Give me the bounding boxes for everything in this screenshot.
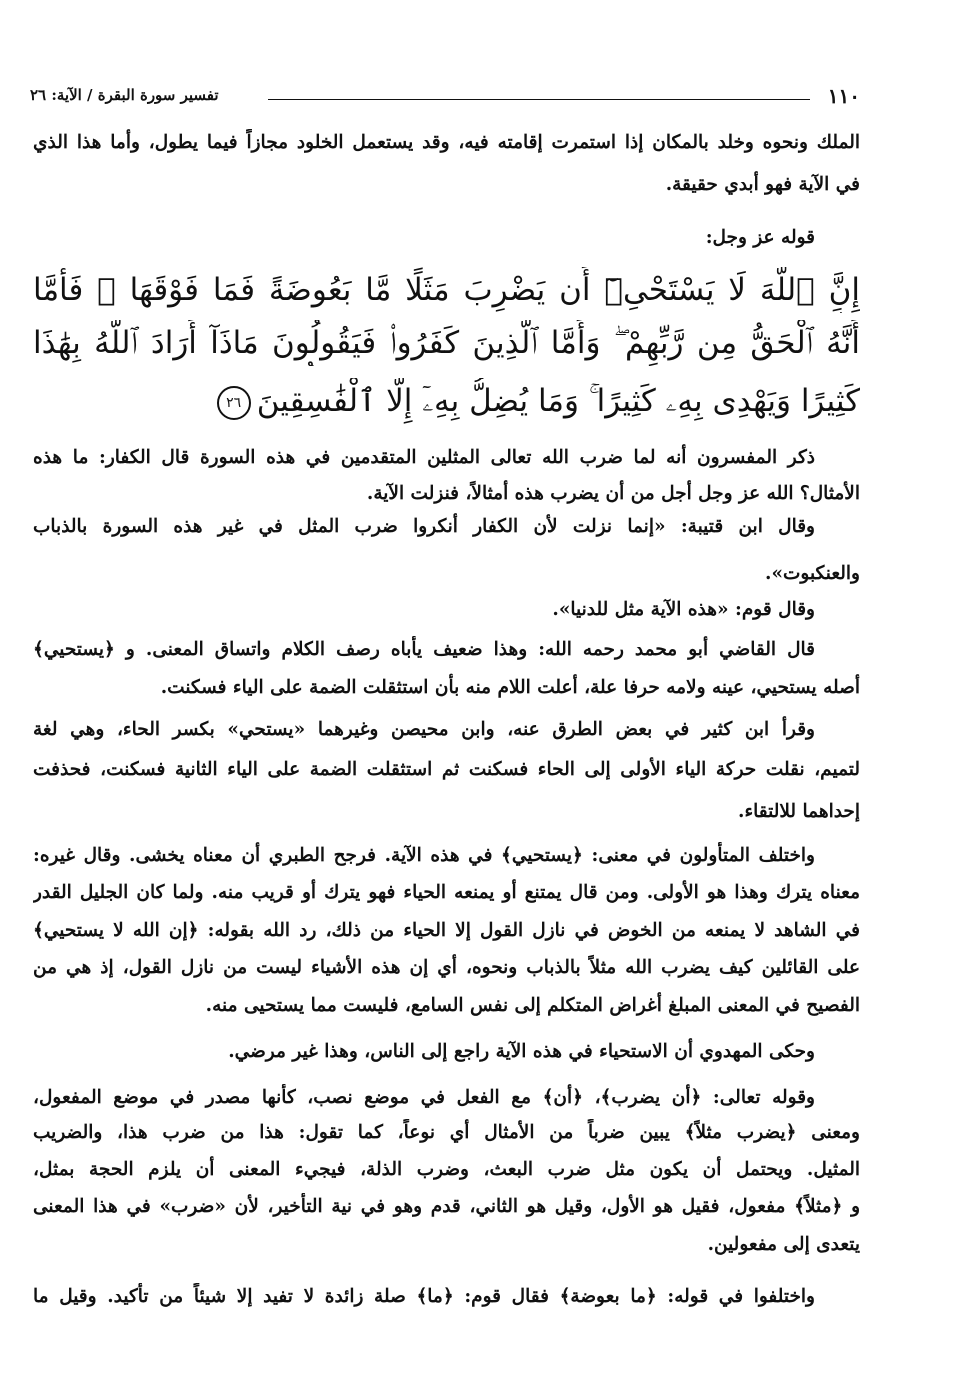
text-line: واختلفوا في قوله: ﴿ما بعوضة﴾ فقال قوم: ﴿ما﴾ صلة زائدة لا تفيد إلا شيئاً من تأكيد. وقيل ما (33, 1286, 815, 1307)
text-line: و ﴿مثلاً﴾ مفعول، فقيل هو الأول، وقيل هو الثاني، قدم وهو في نية التأخير، لأن «ضرب» في هذا المعنى (33, 1196, 860, 1217)
running-header (30, 84, 860, 110)
text-line: وقال قوم: «هذه الآية مثل للدنيا». (552, 599, 815, 620)
text-line: وقال ابن قتيبة: «إنما نزلت لأن الكفار أنكروا ضرب المثل في غير هذه السورة بالذباب (33, 516, 815, 537)
page-number: ١١٠ (827, 84, 860, 108)
text-line: قال القاضي أبو محمد رحمه الله: وهذا ضعيف يأباه رصف الكلام واتساق المعنى. و ﴿يستحيي﴾ (33, 639, 815, 660)
text-line: وقرأ ابن كثير في بعض الطرق عنه، وابن محيصن وغيرهما «يستحي» بكسر الحاء، وهي لغة (33, 719, 815, 740)
section-heading: قوله عز وجل: (705, 227, 815, 248)
verse-line: إِنَّ ٱللَّهَ لَا يَسْتَحْىِۦٓ أَن يَضْرِبَ مَثَلًا مَّا بَعُوضَةً فَمَا فَوْقَهَا ۚ فَأَمَّا (33, 272, 860, 308)
verse-line: أَنَّهُ ٱلْحَقُّ مِن رَّبِّهِمْ ۖ وَأَمَّا ٱلَّذِينَ كَفَرُوا۟ فَيَقُولُونَ مَاذَآ أَرَادَ ٱللَّهُ بِهَٰذَا (33, 325, 860, 361)
ayah-number-ornament: ٢٦ (217, 386, 251, 420)
text-line: معناه يترك وهذا هو الأولى. ومن قال يمتنع أو يمنعه الحياء فهو يترك أو قريب منه. ولما كان الجليل القدر (33, 882, 860, 903)
text-line: وحكى المهدوي أن الاستحياء في هذه الآية راجع إلى الناس، وهذا غير مرضي. (228, 1041, 815, 1062)
text-line: على القائلين كيف يضرب الله مثلاً بالذباب ونحوه، أي إن هذه الأشياء ليست من نازل القول، إذ هي من (33, 957, 860, 978)
header-rule (268, 99, 810, 100)
verse-text: كَثِيرًا وَيَهْدِى بِهِۦ كَثِيرًا ۚ وَمَا يُضِلُّ بِهِۦٓ إِلَّا ٱلْفَٰسِقِينَ (256, 383, 860, 419)
text-line: وقوله تعالى: ﴿أن يضرب﴾، ﴿أن﴾ مع الفعل في موضع نصب، كأنها مصدر في موضع المفعول، (33, 1087, 815, 1108)
text-line: لتميم، نقلت حركة الياء الأولى إلى الحاء فسكنت ثم استثقلت الضمة على الياء الثانية فسكنت، فحذفت (33, 759, 860, 780)
text-line: إحداهما للالتقاء. (738, 801, 860, 822)
text-line: الأمثال؟ الله عز وجل أجل من أن يضرب هذه أمثالاً، فنزلت الآية. (366, 483, 860, 504)
verse-line (33, 378, 860, 424)
text-line: الفصيح في المعنى المبلغ أغراض المتكلم إلى نفس السامع، فليست مما يستحيى منه. (205, 995, 860, 1016)
text-line: المثيل. ويحتمل أن يكون مثل ضرب البعث، وضرب الذلة، فيجيء المعنى أن يلزم الحجة بمثل، (33, 1159, 860, 1180)
text-line: والعنكبوت». (765, 563, 860, 584)
running-title: تفسير سورة البقرة / الآية: ٢٦ (30, 86, 219, 104)
text-line: ومعنى ﴿يضرب مثلاً﴾ يبين ضرباً من الأمثال أي نوعاً، كما تقول: هذا من ضرب هذا، والضريب (33, 1122, 860, 1143)
text-line: الملك ونحوه وخلد بالمكان إذا استمرت إقامته فيه، وقد يستعمل الخلود مجازاً فيما يطول، وأما هذا الذي (33, 132, 860, 153)
text-line: يتعدى إلى مفعولين. (707, 1234, 860, 1255)
text-line: في الآية فهو أبدي حقيقة. (665, 174, 860, 195)
text-line: واختلف المتأولون في معنى: ﴿يستحيي﴾ في هذه الآية. فرجح الطبري أن معناه يخشى. وقال غيره: (33, 845, 815, 866)
text-line: ذكر المفسرون أنه لما ضرب الله تعالى المثلين المتقدمين في هذه السورة قال الكفار: ما هذه (33, 447, 815, 468)
text-line: أصله يستحيي، عينه ولامه حرفا علة، أعلت اللام منه بأن استثقلت الضمة على الياء فسكنت. (160, 677, 860, 698)
text-line: في الشاهد لا يمنعه من الخوض في نازل القول إلا الحياء من ذلك، رد الله بقوله: ﴿إن الله لا يستحيي﴾ (33, 920, 860, 941)
